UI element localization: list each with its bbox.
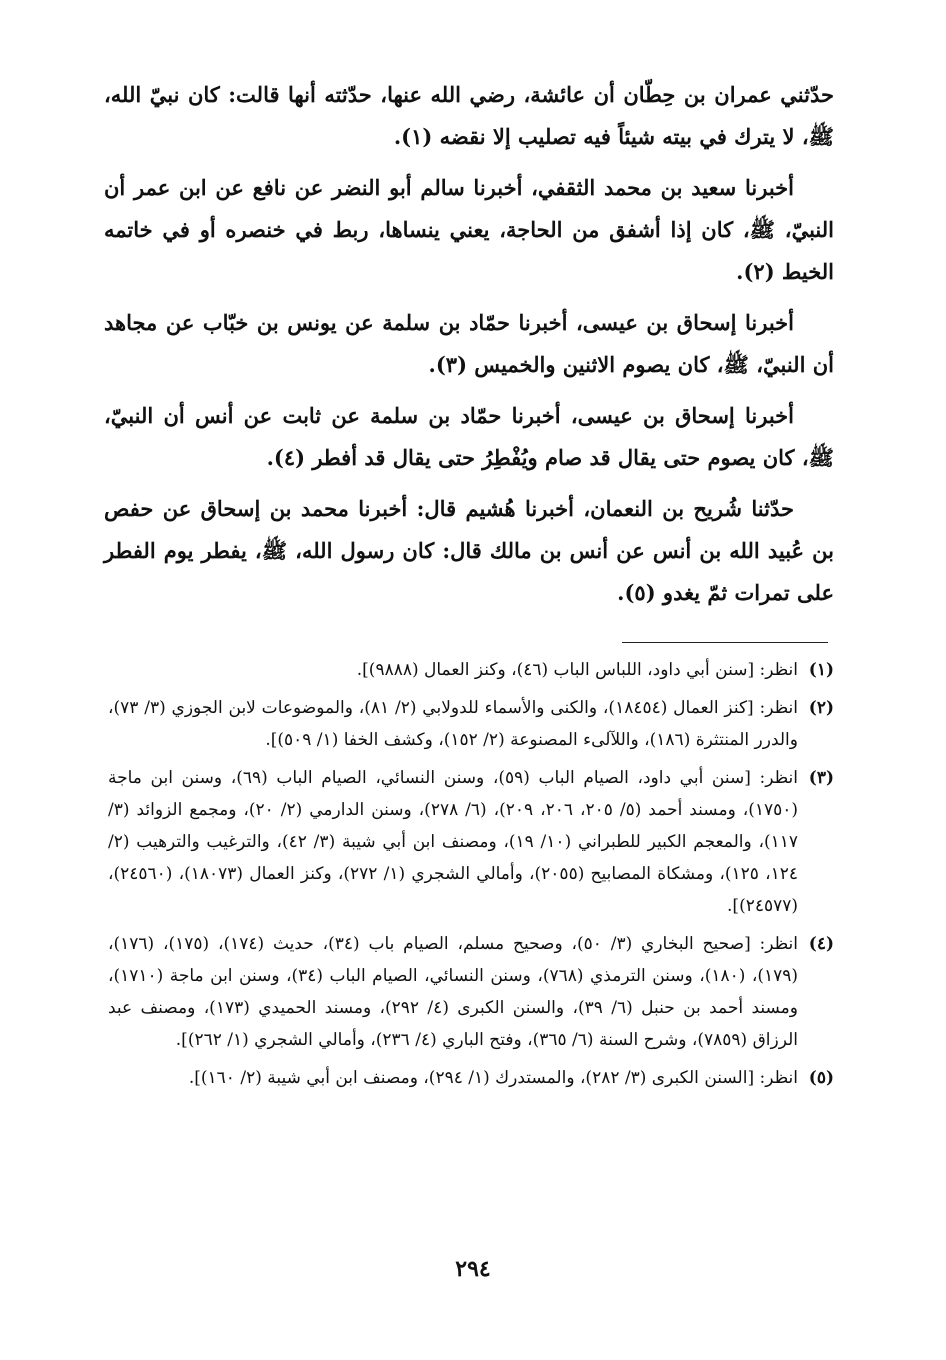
page-number: ٢٩٤	[455, 1256, 491, 1282]
hadith-paragraph: أخبرنا سعيد بن محمد الثقفي، أخبرنا سالم أبو النضر عن نافع عن ابن عمر أن النبيّ، ﷺ، كان إذا أشفق من الحاجة، يعني ينساها، ربط في خنصره أو في خاتمه الخيط (٢).	[104, 175, 834, 284]
footnote-number: (٤)	[808, 934, 834, 954]
footnote-item	[108, 762, 834, 922]
footnote-text: انظر: [السنن الكبرى (٣/ ٢٨٢)، والمستدرك (١/ ٢٩٤)، ومصنف ابن أبي شيبة (٢/ ١٦٠)].	[188, 1068, 798, 1088]
main-text	[104, 74, 834, 623]
hadith-paragraph: حدّثنا شُريح بن النعمان، أخبرنا هُشيم قال: أخبرنا محمد بن إسحاق عن حفص بن عُبيد الله بن أنس عن أنس بن مالك قال: كان رسول الله، ﷺ، يفطر يوم الفطر على تمرات ثمّ يغدو (٥).	[104, 496, 834, 605]
footnotes	[108, 654, 834, 1100]
footnote-number: (١)	[808, 660, 834, 680]
footnote-number: (٥)	[808, 1068, 834, 1088]
footnote-item	[108, 692, 834, 756]
footnote-separator	[622, 642, 828, 643]
footnote-text: انظر: [كنز العمال (١٨٤٥٤)، والكنى والأسماء للدولابي (٢/ ٨١)، والموضوعات لابن الجوزي (٣/ ٧٣)، والدرر المنتثرة (١٨٦)، واللآلىء المصنوعة (٢/ ١٥٢)، وكشف الخفا (١/ ٥٠٩)].	[108, 698, 798, 750]
footnote-item	[108, 1062, 834, 1094]
footnote-text: انظر: [صحيح البخاري (٣/ ٥٠)، وصحيح مسلم، الصيام باب (٣٤)، حديث (١٧٤)، (١٧٥)، (١٧٦)، (١٧٩)، (١٨٠)، وسنن الترمذي (٧٦٨)، وسنن النسائي، الصيام الباب (٣٤)، وسنن ابن ماجة (١٧١٠)، ومسند أحمد بن حنبل (٦/ ٣٩)، والسنن الكبرى (٤/ ٢٩٢)، ومسند الحميدي (١٧٣)، ومصنف عبد الرزاق (٧٨٥٩)، وشرح السنة (٦/ ٣٦٥)، وفتح الباري (٤/ ٢٣٦)، وأمالي الشجري (١/ ٢٦٢)].	[108, 934, 799, 1050]
hadith-paragraph: حدّثني عمران بن حِطّان أن عائشة، رضي الله عنها، حدّثته أنها قالت: كان نبيّ الله، ﷺ، لا يترك في بيته شيئاً فيه تصليب إلا نقضه (١).	[104, 82, 834, 149]
footnote-number: (٣)	[808, 768, 834, 788]
hadith-paragraph: أخبرنا إسحاق بن عيسى، أخبرنا حمّاد بن سلمة عن يونس بن خبّاب عن مجاهد أن النبيّ، ﷺ، كان يصوم الاثنين والخميس (٣).	[104, 310, 834, 377]
footnote-text: انظر: [سنن أبي داود، اللباس الباب (٤٦)، وكنز العمال (٩٨٨٨)].	[356, 660, 798, 680]
footnote-item	[108, 928, 834, 1056]
footnote-item	[108, 654, 834, 686]
hadith-paragraph: أخبرنا إسحاق بن عيسى، أخبرنا حمّاد بن سلمة عن ثابت عن أنس أن النبيّ، ﷺ، كان يصوم حتى يقال قد صام ويُفْطِرُ حتى يقال قد أفطر (٤).	[104, 403, 834, 470]
footnote-text: انظر: [سنن أبي داود، الصيام الباب (٥٩)، وسنن النسائي، الصيام الباب (٦٩)، وسنن ابن ماجة (١٧٥٠)، ومسند أحمد (٥/ ٢٠٥، ٢٠٦، ٢٠٩)، (٦/ ٢٧٨)، وسنن الدارمي (٢/ ٢٠)، ومجمع الزوائد (٣/ ١١٧)، والمعجم الكبير للطبراني (١٠/ ١٩)، ومصنف ابن أبي شيبة (٣/ ٤٢)، والترغيب والترهيب (٢/ ١٢٤، ١٢٥)، ومشكاة المصابيح (٢٠٥٥)، وأمالي الشجري (١/ ٢٧٢)، وكنز العمال (١٨٠٧٣)، (٢٤٥٦٠)، (٢٤٥٧٧)].	[108, 768, 799, 916]
footnote-number: (٢)	[808, 698, 834, 718]
